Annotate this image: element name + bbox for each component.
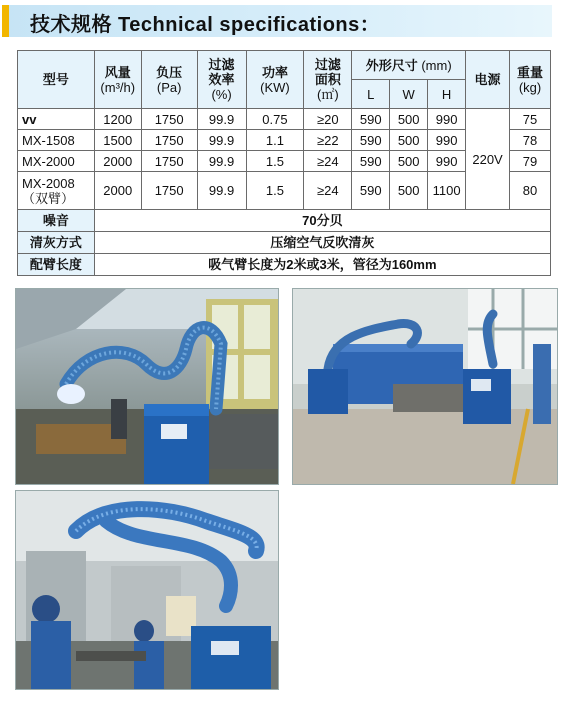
cell-dim-h: 1100 xyxy=(428,172,466,210)
cell-dim-h: 990 xyxy=(428,130,466,151)
header-weight: 重量 (kg) xyxy=(510,51,551,109)
table-header-row xyxy=(18,51,551,80)
cell-dim-w: 500 xyxy=(390,130,428,151)
cell-pressure: 1750 xyxy=(141,172,197,210)
photo-workshop-single-arm xyxy=(15,288,279,485)
table-row-arm-length xyxy=(18,254,551,276)
cell-dim-l: 590 xyxy=(352,151,390,172)
cell-power-supply: 220V xyxy=(466,109,510,210)
cell-airflow: 1500 xyxy=(94,130,141,151)
photo-workshop-single-arm-image xyxy=(16,289,278,484)
cell-filter-area: ≥24 xyxy=(304,172,352,210)
cell-filter-area: ≥24 xyxy=(304,151,352,172)
photo-workshop-dual-units-image xyxy=(293,289,557,484)
cell-power: 0.75 xyxy=(246,109,304,130)
cell-efficiency: 99.9 xyxy=(197,172,246,210)
cell-airflow: 2000 xyxy=(94,172,141,210)
section-header xyxy=(2,5,552,37)
header-power-supply: 电源 xyxy=(466,51,510,109)
label-arm-length: 配臂长度 xyxy=(18,254,95,276)
cell-weight: 75 xyxy=(510,109,551,130)
cell-filter-area: ≥20 xyxy=(304,109,352,130)
header-pressure: 负压 (Pa) xyxy=(141,51,197,109)
cell-pressure: 1750 xyxy=(141,151,197,172)
label-noise: 噪音 xyxy=(18,210,95,232)
section-title: 技术规格 Technical specifications： xyxy=(30,14,381,36)
cell-dim-l: 590 xyxy=(352,130,390,151)
cell-dim-l: 590 xyxy=(352,172,390,210)
header-dim-h: H xyxy=(428,80,466,109)
cell-airflow: 2000 xyxy=(94,151,141,172)
cell-airflow: 1200 xyxy=(94,109,141,130)
photo-workers-dual-arm xyxy=(15,490,279,690)
cell-efficiency: 99.9 xyxy=(197,109,246,130)
table-row-noise xyxy=(18,210,551,232)
header-power: 功率 (KW) xyxy=(246,51,304,109)
table-row xyxy=(18,109,551,130)
cell-efficiency: 99.9 xyxy=(197,151,246,172)
header-dim-l: L xyxy=(352,80,390,109)
photo-workers-dual-arm-image xyxy=(16,491,278,689)
cell-dim-h: 990 xyxy=(428,151,466,172)
cell-efficiency: 99.9 xyxy=(197,130,246,151)
value-noise: 70分贝 xyxy=(94,210,550,232)
header-accent-bar xyxy=(2,5,9,37)
cell-model: MX-2008 （双臂） xyxy=(18,172,95,210)
cell-dim-l: 590 xyxy=(352,109,390,130)
cell-model-sub: （双臂） xyxy=(22,190,75,206)
label-cleaning-method: 清灰方式 xyxy=(18,232,95,254)
value-cleaning-method: 压缩空气反吹清灰 xyxy=(94,232,550,254)
header-efficiency: 过滤效率 (%) xyxy=(197,51,246,109)
cell-power: 1.1 xyxy=(246,130,304,151)
cell-weight: 79 xyxy=(510,151,551,172)
cell-model: vv xyxy=(18,109,95,130)
cell-dim-w: 500 xyxy=(390,151,428,172)
cell-pressure: 1750 xyxy=(141,109,197,130)
cell-dim-w: 500 xyxy=(390,109,428,130)
photo-workshop-dual-units xyxy=(292,288,558,485)
header-filter-area: 过滤面积 (㎡) xyxy=(304,51,352,109)
cell-filter-area: ≥22 xyxy=(304,130,352,151)
header-dimensions: 外形尺寸 (mm) xyxy=(352,51,466,80)
cell-power: 1.5 xyxy=(246,151,304,172)
cell-pressure: 1750 xyxy=(141,130,197,151)
cell-weight: 78 xyxy=(510,130,551,151)
header-dim-w: W xyxy=(390,80,428,109)
cell-power: 1.5 xyxy=(246,172,304,210)
header-airflow: 风量 (m³/h) xyxy=(94,51,141,109)
spec-table xyxy=(17,50,551,276)
cell-dim-w: 500 xyxy=(390,172,428,210)
value-arm-length: 吸气臂长度为2米或3米，管径为160mm xyxy=(94,254,550,276)
cell-model: MX-1508 xyxy=(18,130,95,151)
cell-dim-h: 990 xyxy=(428,109,466,130)
header-model: 型号 xyxy=(18,51,95,109)
cell-model: MX-2000 xyxy=(18,151,95,172)
cell-weight: 80 xyxy=(510,172,551,210)
table-row-cleaning xyxy=(18,232,551,254)
